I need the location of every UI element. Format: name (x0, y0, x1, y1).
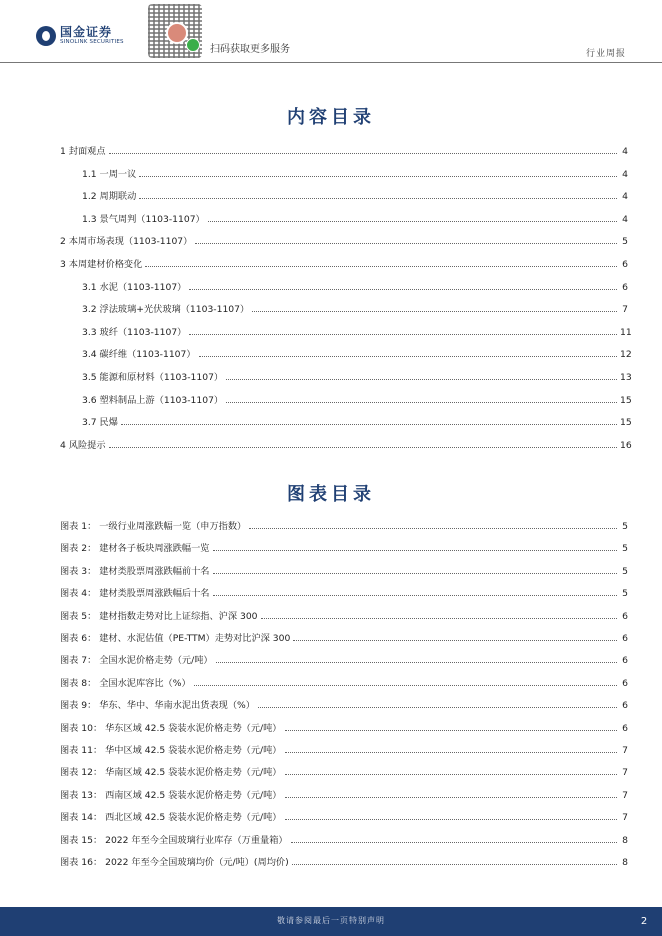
page-number: 2 (640, 916, 648, 927)
toc-entry[interactable] (82, 394, 632, 406)
figure-entry-label: 图表 13： 西南区域 42.5 袋装水泥价格走势（元/吨） (60, 789, 282, 801)
dot-leader (226, 402, 617, 403)
toc-entry[interactable] (60, 258, 628, 270)
figure-entry-page: 6 (622, 610, 628, 622)
scan-prompt: 扫码获取更多服务 (210, 44, 290, 55)
figure-entry-label: 图表 9： 华东、华中、华南水泥出货表现（%） (60, 700, 255, 712)
figure-entry-label: 图表 11： 华中区域 42.5 袋装水泥价格走势（元/吨） (60, 745, 282, 756)
dot-leader (145, 266, 617, 267)
figure-entry-page: 5 (622, 543, 628, 555)
figure-entry-page: 6 (622, 655, 628, 667)
toc-entry[interactable] (82, 303, 628, 315)
header-divider (0, 62, 662, 63)
dot-leader (291, 842, 617, 843)
toc-entry-label: 3 本周建材价格变化 (60, 259, 143, 270)
dot-leader (139, 176, 617, 177)
toc-entry-page: 4 (622, 213, 628, 225)
dot-leader (109, 153, 617, 154)
toc-entry-label: 1.1 一周一议 (82, 168, 137, 180)
toc-entry[interactable] (82, 416, 632, 429)
dot-leader (285, 752, 618, 753)
toc-entry[interactable] (60, 145, 628, 157)
toc-entry-page: 6 (622, 281, 628, 293)
toc-entry-label: 3.2 浮法玻璃+光伏玻璃（1103-1107） (82, 304, 250, 316)
figure-entry-page: 6 (622, 700, 628, 712)
toc-entry[interactable] (82, 281, 628, 293)
figure-entry[interactable] (60, 520, 628, 532)
dot-leader (194, 685, 617, 686)
toc-entry-label: 3.6 塑料制品上游（1103-1107） (82, 394, 224, 406)
toc-entry-page: 13 (620, 372, 632, 383)
figure-entry[interactable] (60, 610, 628, 622)
dot-leader (213, 595, 618, 596)
logo-name-cn: 国金证券 (60, 25, 113, 40)
dot-leader (208, 221, 617, 222)
toc-entry[interactable] (82, 326, 632, 338)
dot-leader (199, 356, 617, 357)
figure-entry-label: 图表 14： 西北区域 42.5 袋装水泥价格走势（元/吨） (60, 812, 282, 824)
toc-entry-page: 5 (622, 236, 628, 248)
toc-entry-page: 7 (622, 304, 628, 316)
figure-entry-page: 8 (622, 857, 628, 868)
figure-entry-label: 图表 5： 建材指数走势对比上证综指、沪深 300 (60, 610, 258, 622)
figure-entry-page: 7 (622, 745, 628, 756)
dot-leader (109, 447, 617, 448)
figure-entry[interactable] (60, 632, 628, 644)
dot-leader (285, 730, 618, 731)
figure-entry-page: 8 (622, 834, 628, 846)
figure-entry-page: 6 (622, 677, 628, 689)
figure-entry[interactable] (60, 789, 628, 801)
figure-entry-page: 6 (622, 722, 628, 734)
footer-disclaimer: 敬请参阅最后一页特别声明 (277, 916, 385, 925)
figure-entry[interactable] (60, 565, 628, 577)
toc-entry-page: 15 (620, 417, 632, 429)
toc-entry-label: 3.1 水泥（1103-1107） (82, 281, 187, 293)
toc-entry-page: 15 (620, 394, 632, 406)
dot-leader (285, 797, 618, 798)
figure-entry[interactable] (60, 587, 628, 599)
dot-leader (261, 618, 617, 619)
figure-entry-label: 图表 7： 全国水泥价格走势（元/吨） (60, 655, 213, 667)
dot-leader (195, 243, 617, 244)
dot-leader (292, 864, 617, 865)
toc-entry-page: 16 (620, 439, 632, 451)
dot-leader (293, 640, 617, 641)
dot-leader (226, 379, 617, 380)
figure-entry-label: 图表 1： 一级行业周涨跌幅一览（申万指数） (60, 521, 247, 532)
toc-entry-label: 2 本周市场表现（1103-1107） (60, 236, 193, 248)
figure-entry[interactable] (60, 834, 628, 846)
dot-leader (139, 198, 617, 199)
figure-entry-label: 图表 16： 2022 年至今全国玻璃均价（元/吨）(周均价) (60, 857, 289, 868)
dot-leader (189, 334, 617, 335)
toc-entry[interactable] (60, 235, 628, 247)
figure-entry-label: 图表 10： 华东区域 42.5 袋装水泥价格走势（元/吨） (60, 722, 282, 734)
page-footer (0, 907, 662, 936)
figure-entry-page: 5 (622, 565, 628, 577)
figure-entry-page: 5 (622, 588, 628, 600)
toc-entry[interactable] (82, 371, 632, 383)
wechat-badge-icon (186, 38, 200, 52)
dot-leader (258, 707, 617, 708)
toc-entry-page: 4 (622, 146, 628, 157)
toc-entry-label: 1.2 周期联动 (82, 191, 137, 203)
figure-entry-page: 7 (622, 767, 628, 779)
figure-entry-label: 图表 3： 建材类股票周涨跌幅前十名 (60, 565, 210, 577)
toc-entry-label: 1.3 景气周判（1103-1107） (82, 213, 205, 225)
toc-entry-label: 3.4 碳纤维（1103-1107） (82, 349, 196, 361)
figure-entry[interactable] (60, 744, 628, 756)
dot-leader (285, 819, 618, 820)
figure-entry-label: 图表 15： 2022 年至今全国玻璃行业库存（万重量箱） (60, 834, 288, 846)
dot-leader (121, 424, 617, 425)
figure-entry-page: 7 (622, 812, 628, 824)
dot-leader (216, 662, 617, 663)
dot-leader (249, 528, 617, 529)
toc-entry[interactable] (82, 168, 628, 180)
dot-leader (213, 550, 618, 551)
figure-entry[interactable] (60, 856, 628, 868)
figure-entry[interactable] (60, 654, 628, 666)
figure-entry[interactable] (60, 766, 628, 778)
figure-entry-label: 图表 12： 华南区域 42.5 袋装水泥价格走势（元/吨） (60, 767, 282, 779)
toc-entry-page: 4 (622, 191, 628, 203)
toc-entry-page: 4 (622, 168, 628, 180)
company-logo (36, 26, 124, 46)
figure-entry[interactable] (60, 699, 628, 711)
figure-entry[interactable] (60, 542, 628, 554)
toc-entry[interactable] (82, 190, 628, 202)
logo-icon (36, 26, 56, 46)
dot-leader (189, 289, 617, 290)
toc-entry-page: 6 (622, 259, 628, 270)
dot-leader (285, 774, 618, 775)
toc-entry-label: 3.5 能源和原材料（1103-1107） (82, 372, 224, 383)
logo-name-en: SINOLINK SECURITIES (60, 39, 124, 46)
report-type: 行业周报 (585, 49, 626, 59)
page-header (0, 0, 662, 62)
figure-entry-page: 5 (622, 521, 628, 532)
toc-entry-label: 1 封面观点 (60, 146, 106, 157)
figure-entry-label: 图表 2： 建材各子板块周涨跌幅一览 (60, 543, 210, 555)
figure-entry-page: 6 (622, 633, 628, 644)
figures-title: 图表目录 (287, 484, 375, 505)
figure-entry-label: 图表 4： 建材类股票周涨跌幅后十名 (60, 588, 210, 600)
qr-center-logo-icon (166, 22, 188, 44)
toc-entry-page: 11 (620, 326, 632, 338)
toc-entry-label: 4 风险提示 (60, 439, 106, 451)
dot-leader (213, 573, 618, 574)
toc-entry-page: 12 (620, 349, 632, 361)
figure-entry-label: 图表 6： 建材、水泥估值（PE-TTM）走势对比沪深 300 (60, 633, 291, 644)
toc-entry-label: 3.7 民爆 (82, 417, 118, 429)
toc-entry-label: 3.3 玻纤（1103-1107） (82, 326, 187, 338)
toc-title: 内容目录 (287, 107, 375, 128)
figure-entry[interactable] (60, 677, 628, 689)
figure-entry[interactable] (60, 722, 628, 734)
figure-entry[interactable] (60, 811, 628, 823)
figure-entry-label: 图表 8： 全国水泥库容比（%） (60, 677, 191, 689)
toc-entry[interactable] (82, 348, 632, 361)
figure-entry-page: 7 (622, 789, 628, 801)
dot-leader (252, 311, 617, 312)
toc-entry[interactable] (60, 439, 632, 451)
toc-entry[interactable] (82, 213, 628, 225)
